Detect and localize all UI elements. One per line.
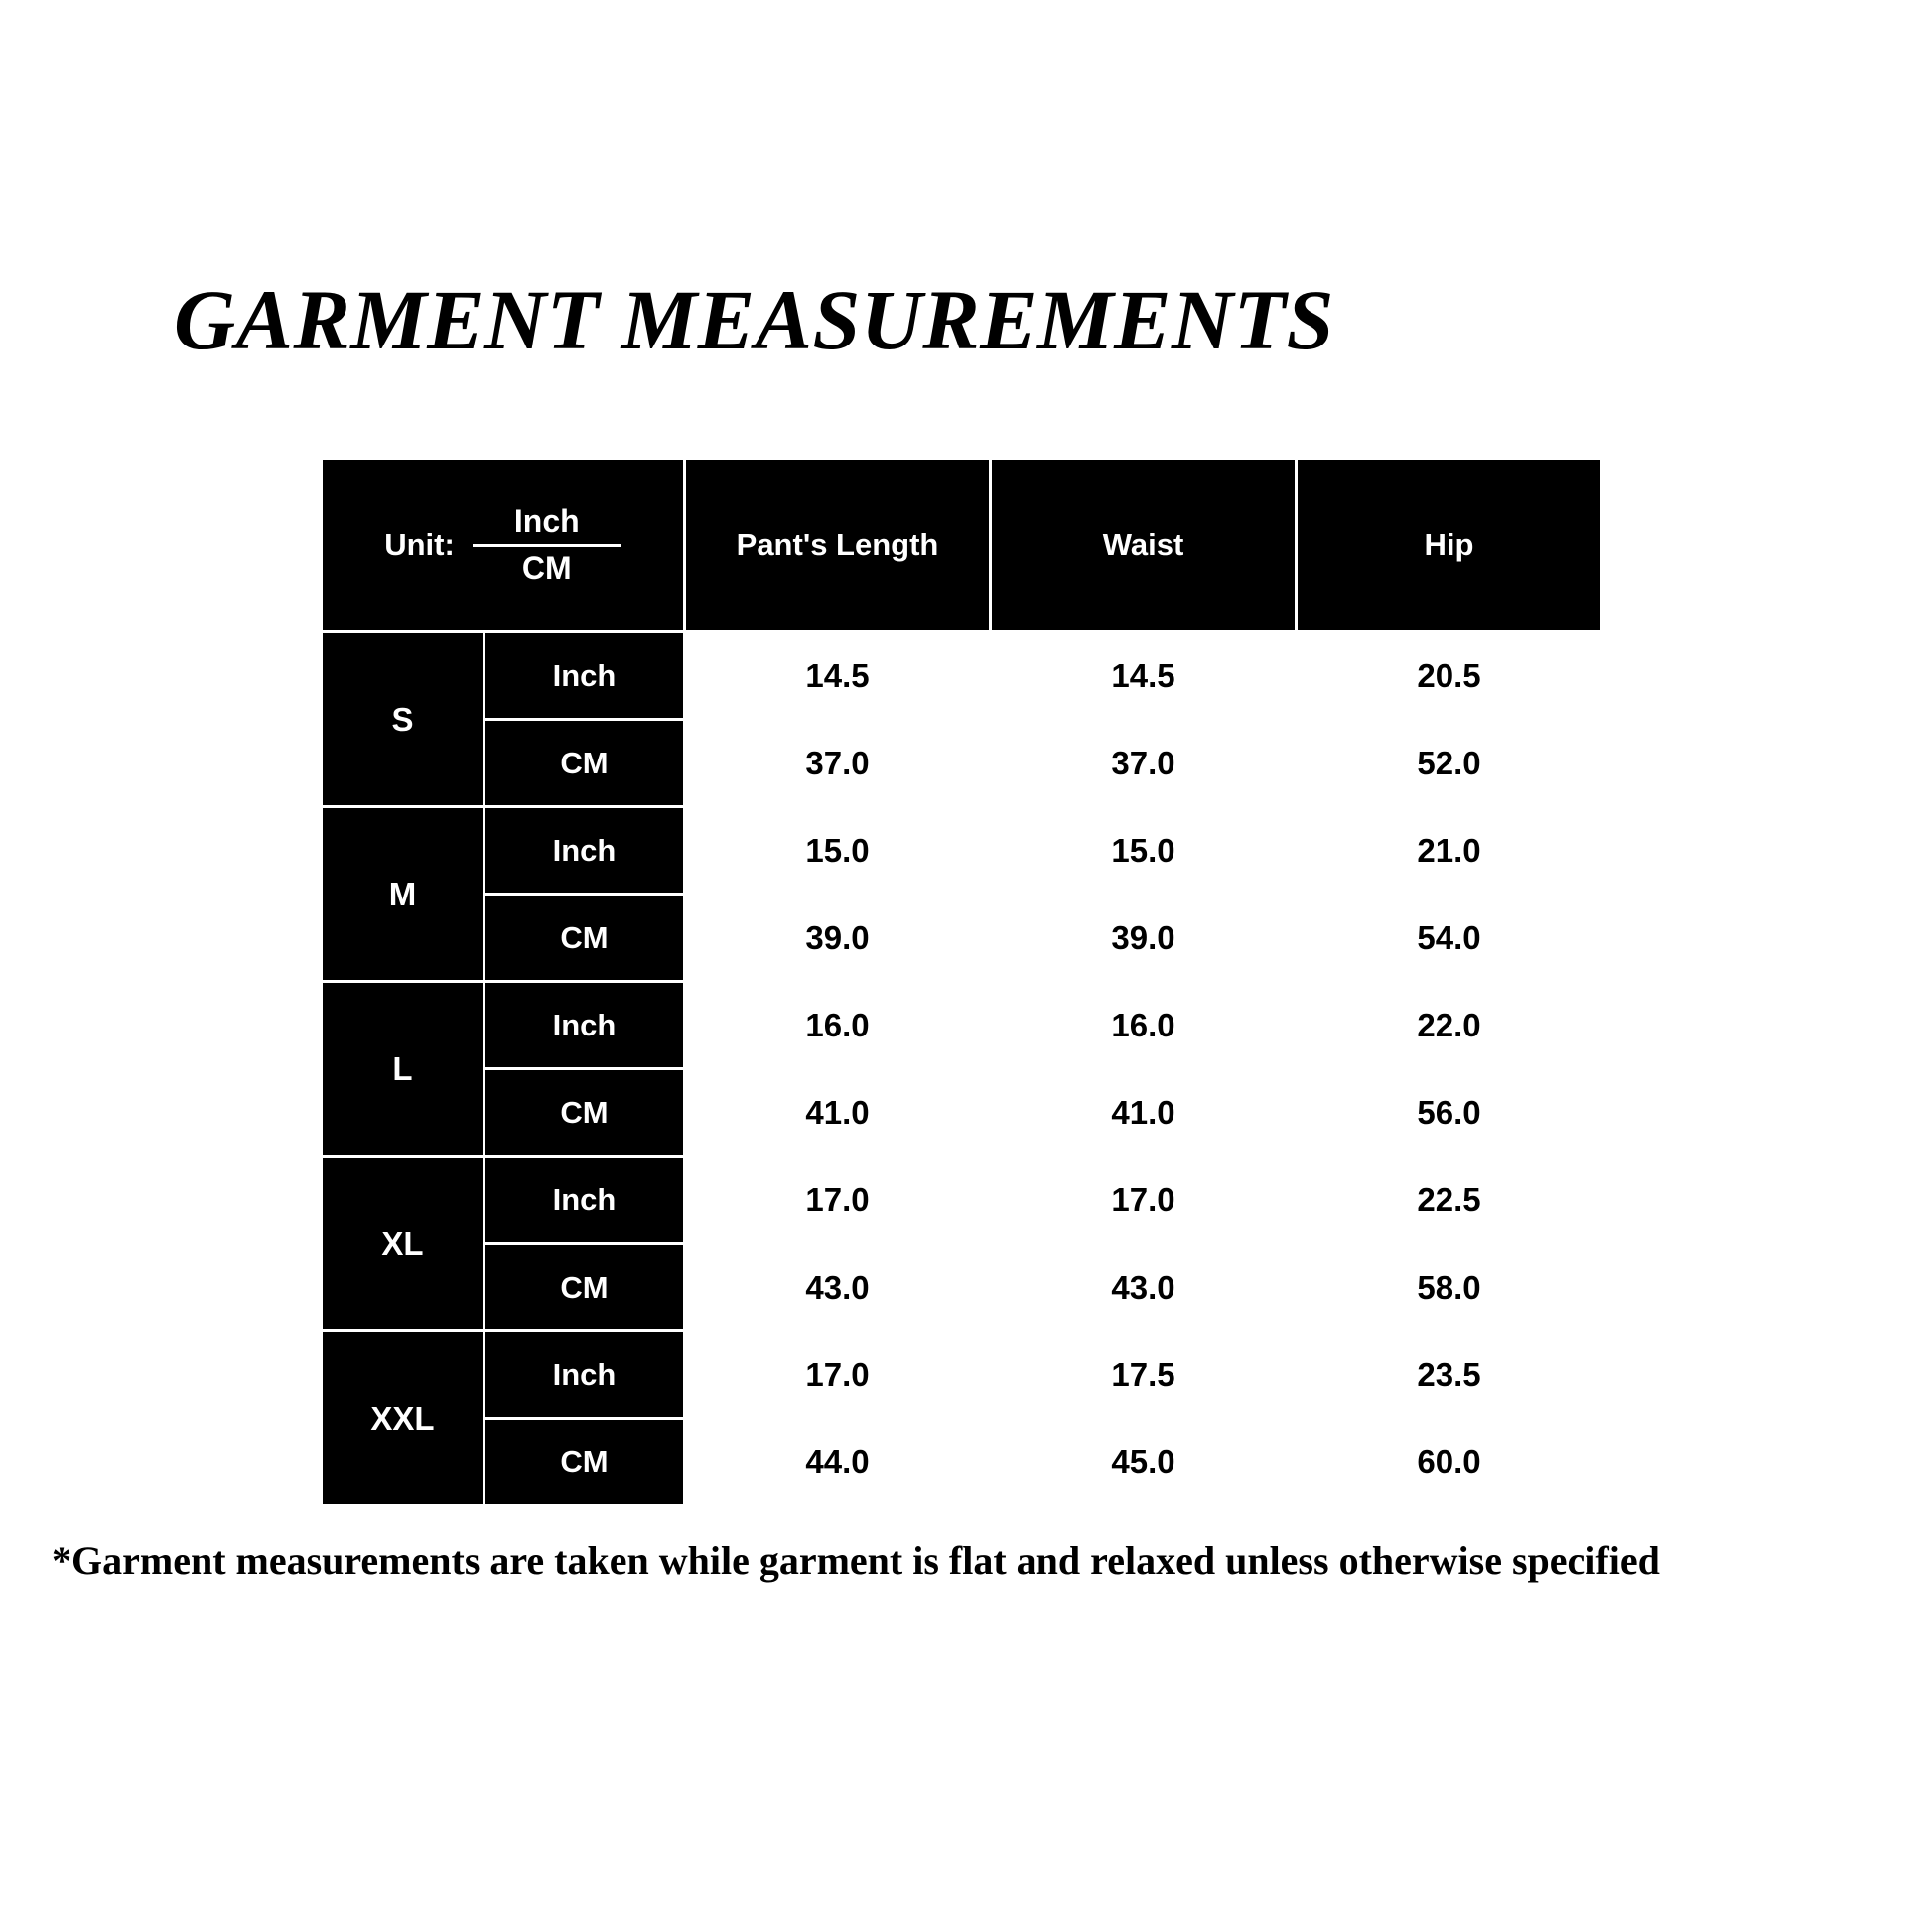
value-cell: 52.0 bbox=[1297, 720, 1602, 807]
value-cell: 16.0 bbox=[685, 982, 991, 1069]
unit-fraction bbox=[473, 504, 621, 587]
column-header-waist: Waist bbox=[991, 459, 1297, 632]
table-row bbox=[322, 1157, 1602, 1244]
unit-cell-inch: Inch bbox=[484, 632, 685, 720]
unit-label: Unit: bbox=[384, 527, 455, 562]
value-cell: 39.0 bbox=[991, 895, 1297, 982]
table-row bbox=[322, 1069, 1602, 1157]
unit-cell-cm: CM bbox=[484, 1069, 685, 1157]
unit-cell-inch: Inch bbox=[484, 807, 685, 895]
garment-measurements-table bbox=[320, 457, 1603, 1507]
unit-numerator: Inch bbox=[513, 502, 580, 539]
value-cell: 56.0 bbox=[1297, 1069, 1602, 1157]
value-cell: 15.0 bbox=[991, 807, 1297, 895]
value-cell: 54.0 bbox=[1297, 895, 1602, 982]
table-row bbox=[322, 1244, 1602, 1331]
size-label-xxl: XXL bbox=[322, 1331, 484, 1506]
value-cell: 41.0 bbox=[991, 1069, 1297, 1157]
value-cell: 16.0 bbox=[991, 982, 1297, 1069]
table-row bbox=[322, 720, 1602, 807]
table-row bbox=[322, 807, 1602, 895]
unit-cell-inch: Inch bbox=[484, 982, 685, 1069]
value-cell: 45.0 bbox=[991, 1419, 1297, 1506]
value-cell: 20.5 bbox=[1297, 632, 1602, 720]
table-row bbox=[322, 632, 1602, 720]
unit-cell-cm: CM bbox=[484, 1419, 685, 1506]
unit-cell-inch: Inch bbox=[484, 1157, 685, 1244]
column-header-hip: Hip bbox=[1297, 459, 1602, 632]
unit-cell-inch: Inch bbox=[484, 1331, 685, 1419]
value-cell: 22.5 bbox=[1297, 1157, 1602, 1244]
value-cell: 43.0 bbox=[991, 1244, 1297, 1331]
value-cell: 15.0 bbox=[685, 807, 991, 895]
value-cell: 58.0 bbox=[1297, 1244, 1602, 1331]
table-row bbox=[322, 982, 1602, 1069]
size-label-s: S bbox=[322, 632, 484, 807]
value-cell: 17.0 bbox=[991, 1157, 1297, 1244]
value-cell: 37.0 bbox=[685, 720, 991, 807]
value-cell: 44.0 bbox=[685, 1419, 991, 1506]
page-title: GARMENT MEASUREMENTS bbox=[174, 272, 1334, 367]
unit-denominator: CM bbox=[521, 549, 572, 586]
value-cell: 17.5 bbox=[991, 1331, 1297, 1419]
unit-cell-cm: CM bbox=[484, 1244, 685, 1331]
value-cell: 37.0 bbox=[991, 720, 1297, 807]
table-row bbox=[322, 1331, 1602, 1419]
size-chart-container bbox=[320, 457, 1600, 1507]
unit-cell-cm: CM bbox=[484, 720, 685, 807]
value-cell: 17.0 bbox=[685, 1157, 991, 1244]
unit-header-cell bbox=[322, 459, 685, 632]
value-cell: 41.0 bbox=[685, 1069, 991, 1157]
value-cell: 21.0 bbox=[1297, 807, 1602, 895]
value-cell: 60.0 bbox=[1297, 1419, 1602, 1506]
column-header-pants-length: Pant's Length bbox=[685, 459, 991, 632]
table-row bbox=[322, 895, 1602, 982]
value-cell: 43.0 bbox=[685, 1244, 991, 1331]
value-cell: 17.0 bbox=[685, 1331, 991, 1419]
value-cell: 22.0 bbox=[1297, 982, 1602, 1069]
size-label-m: M bbox=[322, 807, 484, 982]
value-cell: 23.5 bbox=[1297, 1331, 1602, 1419]
footnote: *Garment measurements are taken while garment is flat and relaxed unless otherwise specified bbox=[52, 1538, 1660, 1583]
value-cell: 39.0 bbox=[685, 895, 991, 982]
table-row bbox=[322, 1419, 1602, 1506]
value-cell: 14.5 bbox=[685, 632, 991, 720]
size-label-l: L bbox=[322, 982, 484, 1157]
unit-cell-cm: CM bbox=[484, 895, 685, 982]
size-label-xl: XL bbox=[322, 1157, 484, 1331]
table-header-row bbox=[322, 459, 1602, 632]
value-cell: 14.5 bbox=[991, 632, 1297, 720]
